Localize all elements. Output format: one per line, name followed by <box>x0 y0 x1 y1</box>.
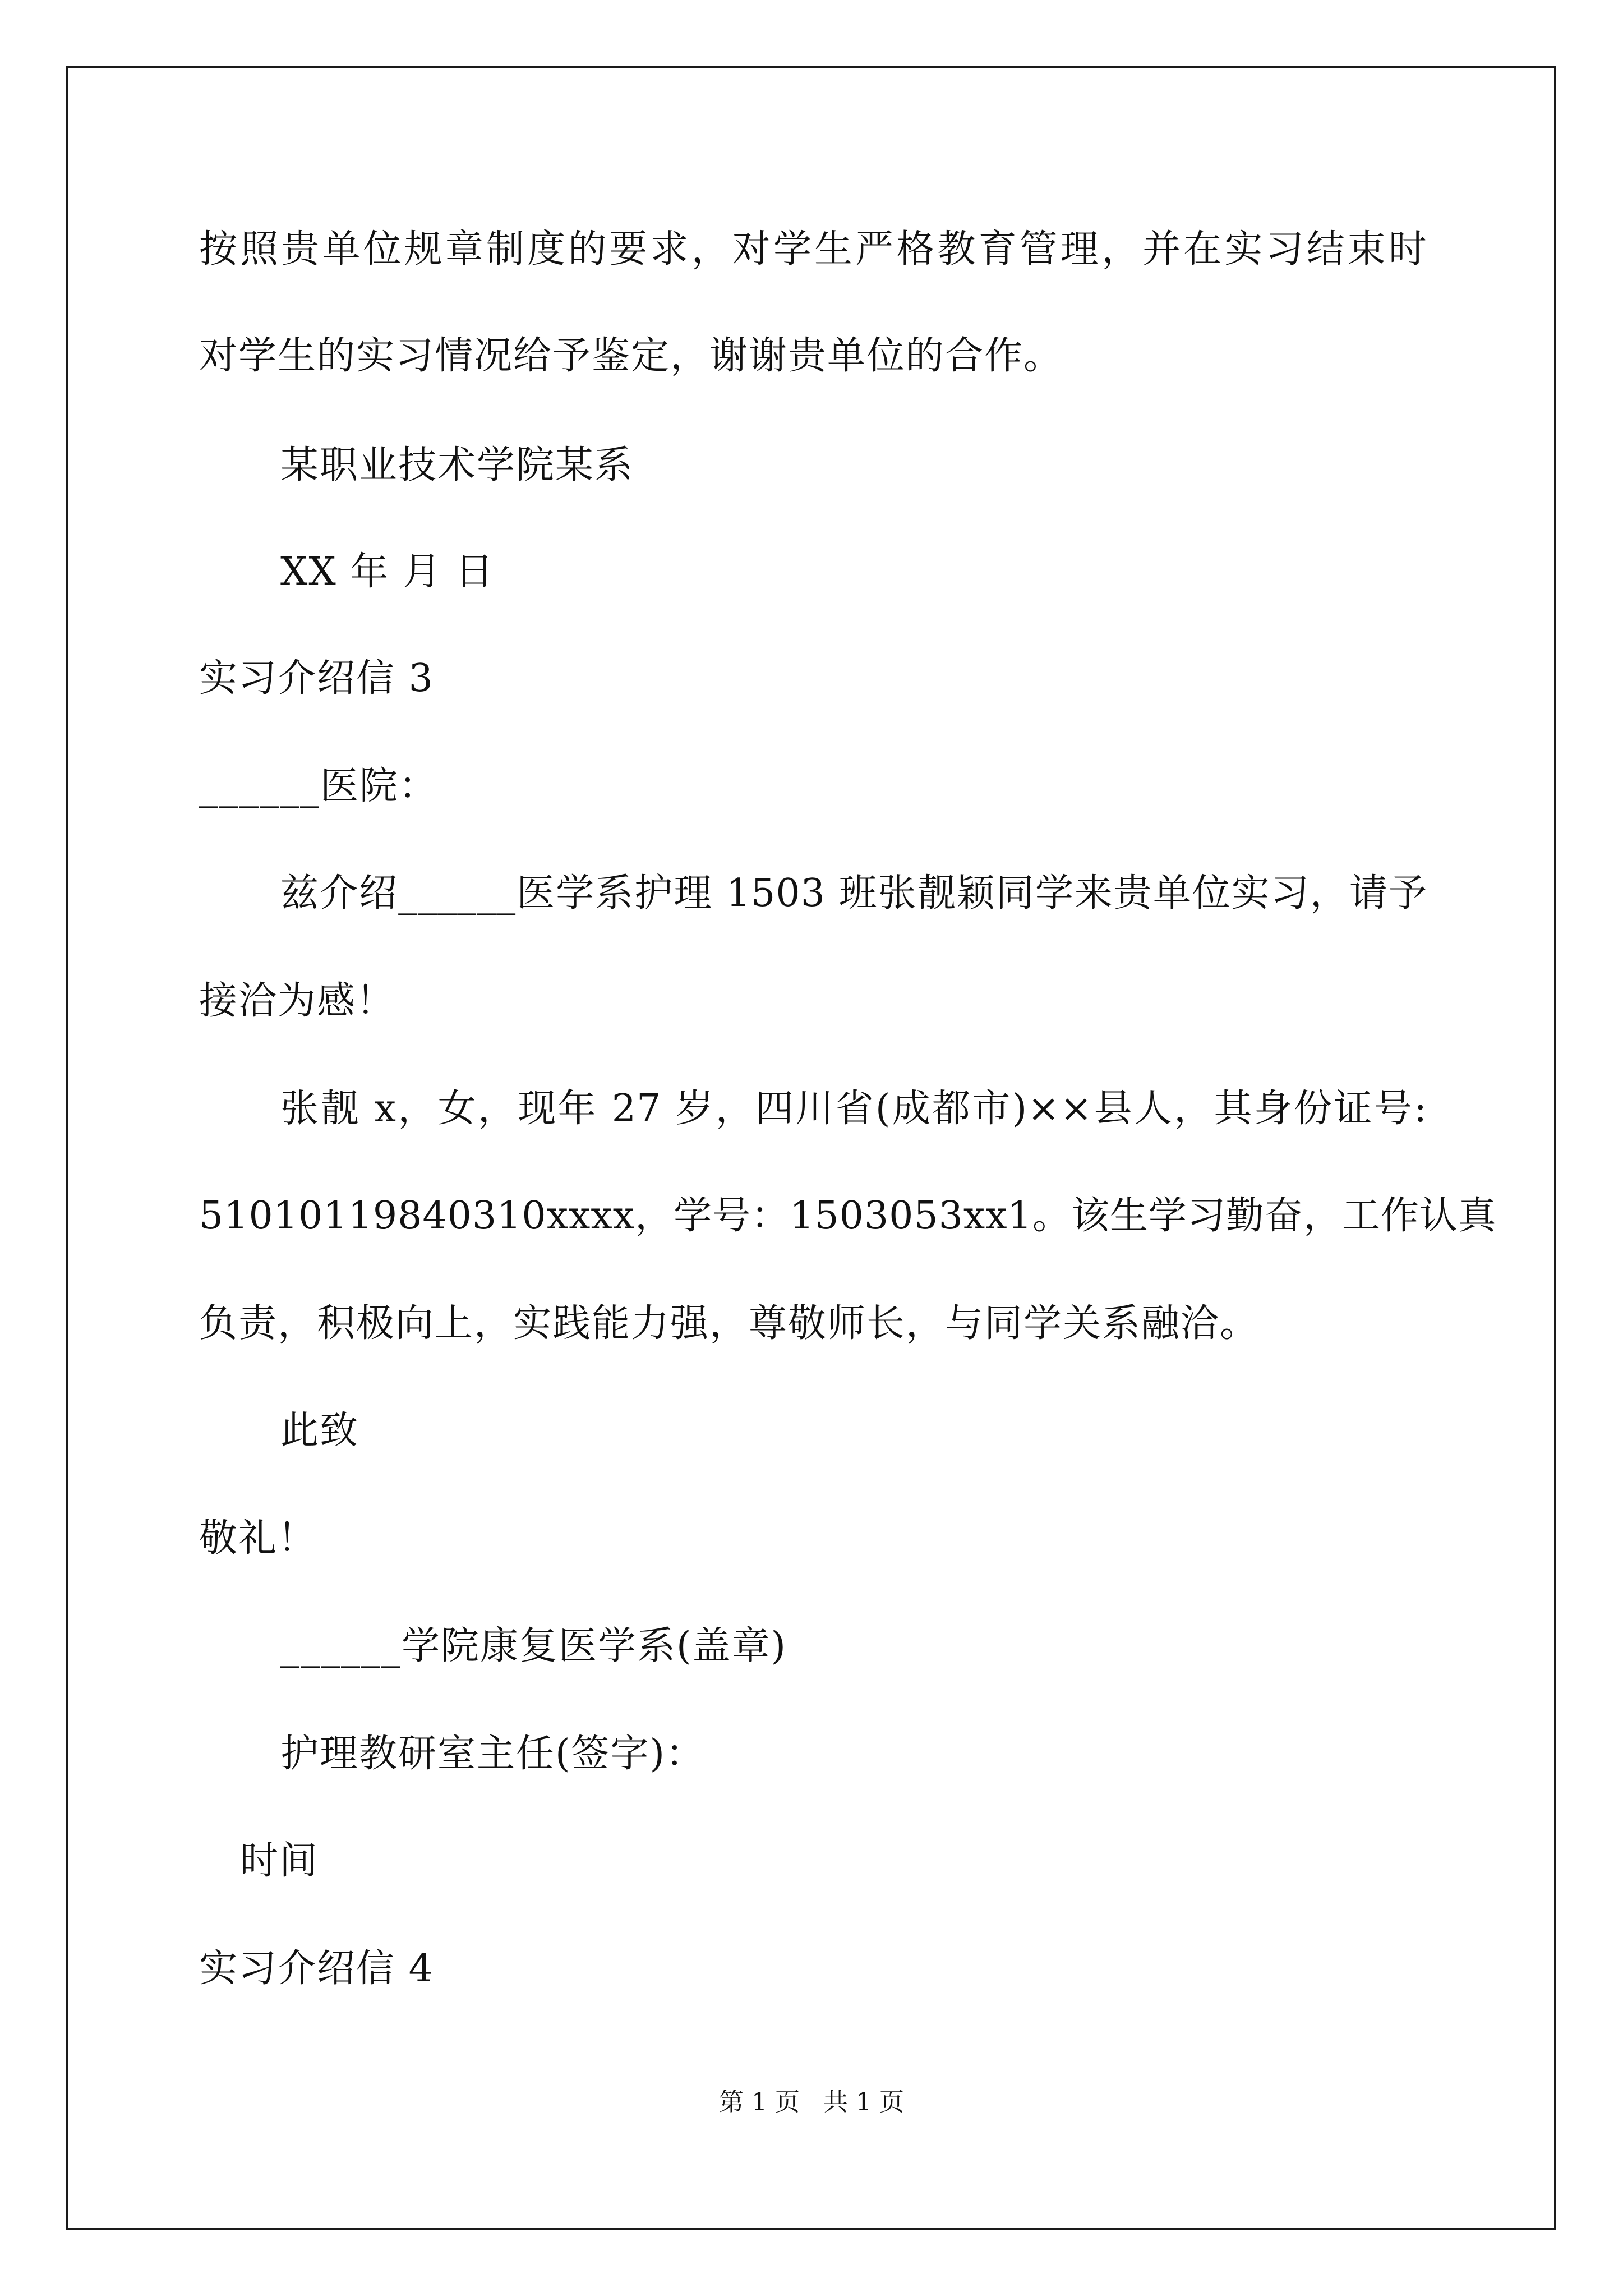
signature-director: 护理教研室主任(签字)： <box>280 1732 706 1776</box>
body-text-line: 接洽为感！ <box>199 979 396 1023</box>
body-text-line: 兹介绍______医学系护理 1503 班张靓颖同学来贵单位实习，请予 <box>280 871 1427 915</box>
salutation: ______医院： <box>199 764 439 808</box>
closing-regards: 敬礼！ <box>199 1516 317 1561</box>
signature-department: ______学院康复医学系(盖章) <box>280 1624 787 1668</box>
date-line: XX 年 月 日 <box>280 550 495 594</box>
page-border <box>66 66 1556 2230</box>
section-heading: 实习介绍信 4 <box>199 1947 434 1991</box>
body-text-line: 对学生的实习情况给予鉴定，谢谢贵单位的合作。 <box>199 334 1063 378</box>
page-number-footer: 第 1 页 共 1 页 <box>719 2088 904 2116</box>
body-text-line: 按照贵单位规章制度的要求，对学生严格教育管理，并在实习结束时 <box>199 227 1427 272</box>
body-text-line: 负责，积极向上，实践能力强，尊敬师长，与同学关系融洽。 <box>199 1301 1260 1346</box>
signature-time: 时间 <box>240 1839 319 1883</box>
section-heading: 实习介绍信 3 <box>199 656 434 701</box>
closing-line: 此致 <box>280 1409 359 1453</box>
body-text-line: 51010119840310xxxx，学号：1503053xx1。该生学习勤奋，工作认真 <box>199 1194 1497 1238</box>
body-text-line: 张靓 x，女，现年 27 岁，四川省(成都市)××县人，其身份证号: <box>280 1087 1427 1131</box>
sender-organization: 某职业技术学院某系 <box>280 443 634 487</box>
